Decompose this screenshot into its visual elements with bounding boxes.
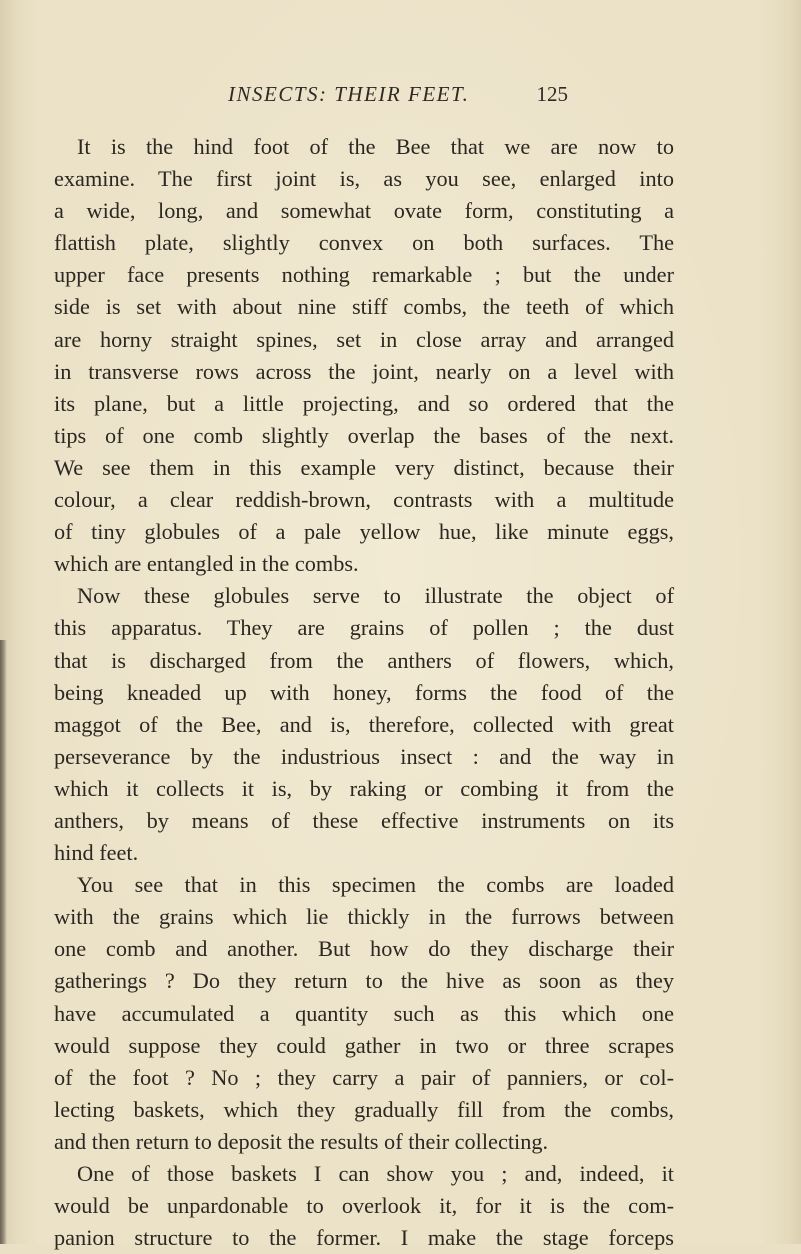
- text-line: of the foot ? No ; they carry a pair of panniers, or col-: [54, 1064, 674, 1090]
- text-line: panion structure to the former. I make the stage forceps: [54, 1225, 674, 1251]
- text-line: being kneaded up with honey, forms the food of the: [54, 679, 674, 705]
- text-line: One of those baskets I can show you ; and, indeed, it: [77, 1161, 674, 1186]
- text-line: perseverance by the industrious insect : and the way in: [54, 743, 674, 769]
- text-line: tips of one comb slightly overlap the bases of the next.: [54, 422, 674, 448]
- text-line: lecting baskets, which they gradually fill from the combs,: [54, 1096, 674, 1122]
- text-line: one comb and another. But how do they discharge their: [54, 936, 674, 962]
- text-line: would be unpardonable to overlook it, for it is the com-: [54, 1193, 674, 1219]
- text-line: and then return to deposit the results of their collecting.: [54, 1128, 549, 1154]
- text-line: that is discharged from the anthers of flowers, which,: [54, 647, 674, 673]
- text-line: It is the hind foot of the Bee that we are now to: [77, 134, 674, 159]
- text-line: examine. The first joint is, as you see, enlarged into: [54, 166, 674, 192]
- text-line: side is set with about nine stiff combs, the teeth of which: [54, 294, 674, 320]
- text-line: are horny straight spines, set in close array and arranged: [54, 326, 674, 352]
- text-line: with the grains which lie thickly in the furrows between: [54, 904, 674, 930]
- text-line: have accumulated a quantity such as this which one: [54, 1000, 674, 1026]
- text-line: a wide, long, and somewhat ovate form, constituting a: [54, 198, 674, 224]
- text-line: its plane, but a little projecting, and so ordered that the: [54, 390, 674, 416]
- page-edge-shadow: [0, 640, 7, 1244]
- text-line: which are entangled in the combs.: [54, 551, 359, 577]
- text-line: You see that in this specimen the combs are loaded: [77, 872, 674, 898]
- running-head: [228, 82, 568, 112]
- text-line: hind feet.: [54, 840, 139, 866]
- text-line: in transverse rows across the joint, nearly on a level with: [54, 358, 674, 384]
- text-line: We see them in this example very distinct, because their: [54, 454, 674, 480]
- text-line: colour, a clear reddish-brown, contrasts with a multitude: [54, 487, 674, 513]
- text-line: this apparatus. They are grains of pollen ; the dust: [54, 615, 674, 641]
- text-line: flattish plate, slightly convex on both surfaces. The: [54, 230, 674, 256]
- text-line: maggot of the Bee, and is, therefore, collected with great: [54, 711, 674, 737]
- text-line: which it collects it is, by raking or combing it from the: [54, 775, 674, 801]
- body-text: [54, 131, 674, 1254]
- text-line: Now these globules serve to illustrate the object of: [77, 583, 674, 609]
- text-line: would suppose they could gather in two or three scrapes: [54, 1032, 674, 1058]
- page-number: 125: [536, 82, 568, 106]
- text-line: gatherings ? Do they return to the hive as soon as they: [54, 968, 674, 994]
- text-line: anthers, by means of these effective instruments on its: [54, 807, 674, 833]
- text-line: upper face presents nothing remarkable ; but the under: [54, 262, 674, 288]
- text-line: of tiny globules of a pale yellow hue, like minute eggs,: [54, 519, 674, 545]
- running-title: INSECTS: THEIR FEET.: [228, 82, 470, 106]
